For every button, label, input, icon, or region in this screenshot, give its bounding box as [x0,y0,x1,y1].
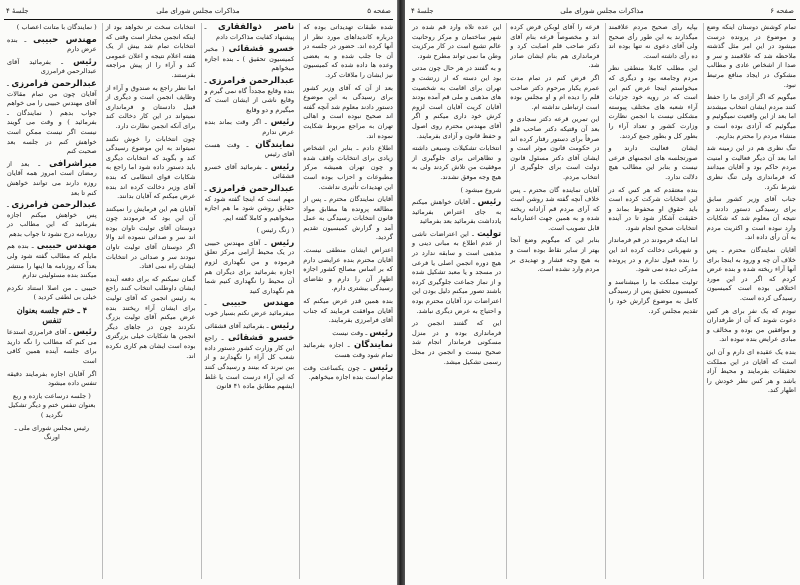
newspaper-page-right [405,0,800,585]
paragraph-text: ـ بفرمائید آقای قشقائی [204,321,269,330]
text-column [299,23,393,579]
speaker-name: مهندس حبیبی [221,298,295,309]
paragraph [7,392,97,421]
speaker-name: رئیس [73,327,97,338]
paragraph-text: ـ بنده وقایع مجدداً گاه نمی گیرم و وقایع ناشی از ایشان است که میگیرم و دو وقایع [204,76,295,114]
paragraph-text: ـ بفرمائید آقای عبدالرحمن فرامرزی [7,57,97,76]
speaker-name: نمایندگان [353,340,393,351]
paragraph [7,242,97,280]
page-header [411,4,794,18]
paragraph [303,144,393,192]
paragraph-text: ۴ ـ ختم جلسه بعنوان تنفس [16,305,87,325]
paragraph-text: بنده یک عقیده ای دارم و آن این است که آقایان در این مملکت تحقیقات بفرمایند و محیط آزاد باشد و هر کس نظر خودش را اظهار کند. [706,348,796,395]
paragraph [7,36,97,55]
speaker-name: تولیت [477,228,502,239]
speaker-name: مهندس حبیبی [36,241,97,252]
text-column [4,23,97,579]
paragraph-text: ـ اگر وقت بماند بنده عرض ندارم [204,118,295,136]
paragraph-text: گمان نمیکنم که برای دفعه آینده ایشان داوطلب انتخاب کنند راجع به رئیس انجمن که آقای تولیت برای ایشان آراء ریختند بنده عرض میکنم آقای تولیت بزرگ نکردند چون در جاهای دیگر انجمن ها شکایات خیلی بزرگتری بوده است ایشان هم کاری نکرده اند. [105,274,196,360]
paragraph [205,45,295,74]
paragraph-text: حبیبی ـ من اصلا استناد نکردم خیلی بی لطفی کردید ) [7,283,97,302]
text-column [605,23,698,579]
paragraph-text: تولیت مملکت ما را میشناسد و کمیسیون تحقیق پس از رسیدگی کامل به موضوع گزارش خود را تقدیم مجلس کرد. [608,277,698,315]
paragraph [7,284,97,303]
text-column [102,23,196,579]
speaker-name: رئیس [270,237,295,248]
paragraph-text: تنگ نظری هم در این زمینه شد اما بعد آن دیگر فعالیت و امنیت مردم حاکم بود و آقایان میدانند که فرمانداری ولی تنگ نظری شرط نکرد. [706,144,796,191]
paragraph-text: بپایه رأی صحیح مردم علاقمند میگذارند به این طور رأی صحیح ولی آقای دعوی نه تنها بوده اند ده رأی داشته است. [608,23,698,60]
newspaper-page-left [0,0,397,585]
text-column [409,23,501,579]
paragraph-text: ( مخبر کمیسیون تحقیق ) ـ بنده اجازه میخواهم [204,45,295,73]
header-rule [4,19,393,20]
paragraph-text: این مطلب کاملا منطقی نظر مردم وجامعه بود و دیگری که میخواستم اینجا عرض کنم این است که در رویه خود جزئیات آراء شعبه های مختلف پیوسته مشکلی نیست با انجمن نظارت وزارت کشور و تعداد آراء را بطور کل و بطور جمع کردند. [608,64,698,140]
paragraph-text: ـ چون یکساعت وقت تمام است بنده اجازه میخواهم. [303,363,393,382]
paragraph-text: چون انتخابات را خوش نکنند نمیتواند به این موضوع رسیدگی کند و بگوید که انتخابات دیگری باید دستور داده شود اما راجع به شکایات قوای انتظامی که بنده آقای وزیر دخالت کرده اند بنده عرض میکنم که آقایان بدانند. [105,134,196,201]
speaker-name: خسرو قشقائی [228,44,295,55]
paragraph-text: اعتراض ایشان منطقی نیست. آقایان محترم بنده عرایضی دارم که بر اساس مصالح کشور اجازه اظهار آن را دارم و تقاضای رسیدگی بیشتری دارم. [303,246,393,293]
paragraph [707,246,796,304]
text-column [703,23,796,579]
paragraph [510,74,599,112]
speaker-name: رئیس [369,327,393,338]
paragraph-text: ـ اجازه بفرمائید تمام شود وقت هست [303,341,393,359]
paragraph-text: بنابر این که میگویم وضع آنجا بهتر از سایر نقاط بوده است و به هیچ وجه فشار و تهدیدی بر مردم وارد نشده است. [510,236,600,274]
speaker-name: رئیس [270,161,295,172]
paragraph [106,275,196,361]
paragraph [303,84,393,142]
paragraph-text: ایشان فعالیت دارند و صورتجلسه های انجمنهای فرعی نیست و بنابر این مطالب هیچ دلالت ندارد. [608,144,698,181]
speaker-name: نمایندگان [255,139,295,150]
speaker-name: رئیس [73,56,97,67]
paragraph-text: این که گفتند انجمن در فرمانداری بوده و در منزل مسکونی فرماندار انجام شد صحیح نیست و انجمن در محل رسمی تشکیل میشد. [412,319,502,366]
paragraph-text: آقایان نماینده گان محترم ـ پس خلاف آنچه گفته شد روشن است که آرای مردم قم آزادانه ریخته شده و به همین جهت اعتبارنامه قابل تصویب است. [510,185,600,232]
paragraph-text: میگویم که اگر آزادی ما را حفظ کنند مردم ایشان انتخاب میشدند اما بعد از این واقعیت نمیگوئیم و میگوئیم که آزادی بوده است و منشاء مردم را محترم بداریم. [706,93,796,140]
paragraph-text: نبودم که یک نفر برای هر کس دعوت شوند که آن از طرفداران و موافقین من بوده و مخالف و مبادی عرایض بنده نبوده اند. [706,306,796,344]
paragraph [303,23,393,81]
speaker-name: رئیس [477,197,502,208]
paragraph [7,80,97,157]
speaker-name: عبدالرحمن فرامرزی [208,75,295,86]
paragraph [412,186,501,196]
paragraph [609,144,698,182]
paragraph [205,163,295,182]
paragraph-text: آقایان هم این فرمایش را نمیکنند آن این بود که فرمودند چون دوستان آقای تولیت تاوان بوده اند سر و صدائی ننموده اند والا اگر دوستان آقای تولیت تاوان نبودند سر و صدائی در انتخابات ایشان راه نمی افتاد. [105,204,196,271]
speaker-name: میراشرافی [49,158,97,169]
paragraph-text: ـ پس خواهش میکنم اجازه بفرمائید که این مطالب در روزنامه درج نشود تا جواب بدهم [7,201,97,238]
speaker-name: عبدالرحمن فرامرزی [208,183,295,194]
speaker-name: رئیس [369,362,393,373]
paragraph-text: ـ آقایان خواهش میکنم به جای اعتراض بفرمائید یادداشت بفرمائید بعد بفرمائید [412,198,502,226]
paragraph-text: بعد از آن که آقای وزیر کشور برای رسیدگی به این موضوع دستور دادند معلوم شد آنچه گفته اند صحیح نبوده است و اهالی تهران به مراجع مربوط شکایت نموده اند. [303,83,393,140]
paragraph-text: ـ بنده عرض دارم [7,35,97,54]
paragraph [412,230,501,316]
text-columns [409,23,796,579]
text-columns [4,23,393,579]
paragraph-text: رئیس مجلس شورای ملی ـ اورنگ [14,423,90,442]
paragraph [205,239,295,297]
paragraph [303,297,393,326]
paragraph [609,278,698,316]
paragraph [707,23,796,90]
paragraph-text: اطلاع دادم ـ بنابر این اشخاص زیادی برای انتخابات واقف شده و چون تهران همیشه مرکز مطبوعات و احزاب بوده است این تهدیدات تأثیری نداشت. [303,144,393,191]
speaker-name: ناصر ذوالفقاری [218,23,295,32]
paragraph-text: ـ آقای فرامرزی استدعا می کنم که مطالب را نگه دارید برای جلسه آینده همین کافی است [7,328,97,365]
paragraph-text: ـ این اعتراضات ناشی از عدم اطلاع به مبانی دینی و مذهبی است و سابقه ندارد در هیچ دوره انجمن اصلی یا فرعی در مسجد و یا معبد تشکیل شده و از نماز جماعت جلوگیری کرده باشند تصور میکنم دلیل بودن این اعتراضات نزد آقایان محترم بوده و احتیاج به عرض دیگری نباشد. [412,229,502,315]
paragraph [412,198,501,227]
paragraph [510,236,599,274]
paragraph [303,341,393,360]
paragraph [303,364,393,383]
paragraph [7,424,97,443]
paragraph-text: ـ بفرمائید آقای خسرو قشقائی [204,162,295,181]
paragraph-text: شروع میشود ) [460,185,502,194]
header-rule [409,19,796,20]
paragraph-text: جناب آقای وزیر کشور سابق برای رسیدگی دستور دادند و نتیجه آن معلوم شد که شکایات وارد نبوده است و اکثریت مردم به آن رأی داده اند. [706,195,796,242]
paragraph [609,186,698,234]
paragraph [205,226,295,236]
paragraph [7,201,97,239]
paragraph-text: اگر آقایان اجازه بفرمایند دقیقه تنفس داده میشود [7,369,97,388]
paragraph [7,370,97,389]
paragraph [707,144,796,192]
paragraph-text: ـ وقت نیست [332,328,368,337]
speaker-name: رئیس [270,320,295,331]
paragraph-text: ( جلسه درساعت یازده و ربع بعنوان تنفس ختم و دیگر تشکیل نگردید ) [8,391,96,419]
paragraph [303,195,393,243]
paragraph [303,246,393,294]
paragraph [707,348,796,396]
paragraph-text: قرعه را آقای لوبکن قرض کرده اند و مخصوصاً قرعه بنام آقای دکتر صاحب قلم اصابت کرد و فرمانداری هم بنام ایشان صادر شد. [510,23,600,70]
paragraph [7,328,97,366]
paragraph [412,23,501,61]
text-column [506,23,599,579]
paragraph-text: انتخابات تشکیلات وسیعی داشته و تظاهراتی برای جلوگیری از موفقیت من تلاش کردند ولی به هیچ وجه موفق نشدند. [412,144,502,181]
paragraph [609,23,698,61]
paragraph [106,23,196,81]
paragraph-text: آقایان نمایندگان محترم ـ پس خلاف آن چه و ورود به اینجا برای آنها آراء ریخته شده و بنده عرض کردم که اگر در این مورد اختلافی بوده است کمیسیون رسیدگی کرده است. [706,246,796,303]
paragraph-text: ـ بنده هم مایلم که مطالب گفته شود ولی بعداً که روزنامه ها اینها را منتشر میکنند بنده مسئولیتی ندارم [7,242,97,280]
paragraph [412,64,501,141]
paragraph [205,77,295,115]
paragraph-text: ـ وقت هست آقای رئیس [204,140,295,159]
paragraph [205,118,295,137]
page-number: صفحه ۵ [367,7,391,15]
paragraph-text: شده طبقات تهدیداتی بوده که درباره کاندیداهای مورد نظر از آنها کرده اند. حضور در جلسه در آن جا جلب شده و به بعضی وعده ها داده شده که کمیسیون نیز ایشان را ملاقات کرد. [303,23,393,79]
session-number: جلسهٔ ۴ [411,7,434,15]
paragraph-text: انتخابات سخت تر نخواهد بود از اینکه انجمن مختار است وقتی که انتخابات تمام شد بیش از یک هفته اعلام نتیجه و اعلان عمومی کند و آراء را از پیش مراجعه بفرستند. [105,23,196,79]
paragraph-text: و به گفتند در هر حال چون مدتی بود این دسته که از زرتشت و تهران برای اقامت به شخصیت های مذهبی و ملی قم آمده بودند آقایان کریت آقایان است لزوم کرش خود داری میکنم و اگر آقای مهندس محترم روی اصول و حفظ قانون و آزادی بفرمایند. [412,64,502,140]
paragraph-text: ـ میفرمائید عرض نکنم بسیار خوب [204,299,295,318]
speaker-name: رئیس [270,117,295,128]
paragraph [7,58,97,77]
paragraph-text: این تمرین قرعه دکتر سجادی و بعد آن وقتیکه دکتر صاحب قلم صرفاً برای دستور رفتار کرده اند در حکومت قانون موثر است و ایشان آقای دکتر مسئول قانون دولت است برای جلوگیری از انتخاب مردم. [510,115,600,181]
speaker-name: خسرو قشقائی [228,333,295,344]
paragraph [707,195,796,243]
paragraph-text: اگر فرض کنم در تمام مدت عمرم یکبار مرحوم دکتر صاحب قلم را دیده ام و او مجلس بوده است ارتباطی نداشته ام. [510,73,600,111]
paragraph [7,160,97,198]
paragraph [7,23,97,33]
page-header [6,4,391,18]
text-column [201,23,295,579]
paragraph-text: ـ بعد از رمضان است امروز همه آقایان روزه دارند می توانند خواهش کنم تا بعد [7,159,97,197]
speaker-name: مهندس حبیبی [33,34,97,45]
paragraph [510,186,599,234]
session-number: جلسهٔ ۴ [6,7,29,15]
paragraph [510,115,599,182]
paragraph [707,307,796,345]
paragraph [205,322,295,332]
page-gutter [397,0,405,585]
paragraph-text: ـ آقایان چون من تمام مقالات آقای مهندس حبیبی را می خواهم جواب بدهم ( نمایندگان ـ بفرمائید ) و وقت می گویند نیست اگر نیست ممکن است خواهش کنم در جلسه بعد صحبت کنم [7,79,97,156]
section-heading [7,306,97,325]
paragraph-text: ( زنگ رئیس ) [256,226,295,235]
paragraph [205,23,295,42]
paragraph [205,299,295,318]
paragraph [412,319,501,367]
publication-title: مذاکرات مجلس شورای ملی [560,7,644,15]
paragraph-text: اما اینکه فرمودند در قم فرماندار و شهربانی دخالت کرده اند این را بنده قبول ندارم و در پرونده مدرکی دیده نمی شود. [608,236,698,274]
paragraph [106,84,196,132]
paragraph [412,144,501,182]
paragraph-text: بنده معتقدم که هر کس که در این انتخابات شرکت کرده است باید حقوق او محفوظ بماند و حقیقت آشکار شود تا در آینده انتخابات صحیح انجام شود. [608,185,698,232]
paragraph [205,334,295,392]
paragraph [510,23,599,71]
paragraph [303,329,393,339]
paragraph [707,93,796,141]
paragraph-text: تمام کوشش دوستان اینکه وضع و موضوع در پرونده درست میشود در این امر مثل گذشته ملاحظه شد که علاقمند و سر و صدا از اشخاص عادی و مطالب مشکوک در ایجاد منافع مرتبط نبود. [706,23,796,89]
paragraph-text: ـ راجع این کار وزارت کشور دستور داده شعب کل آراء را نگهدارند و از بین نبرند که بینند و رسیدگی کنند که این آراء درست است یا غلط ایشهم مطابق ماده ۴۱ قانون [204,334,295,391]
paragraph-text: ( نمایندگان با متانت اعصاب ) [16,23,97,31]
paragraph-text: آقایان نمایندگان محترم ـ پس از مطالعه پرونده ها مطابق مواد قانون انتخابات رسیدگی به عمل آمد و گزارش کمیسیون تقدیم گردید. [303,195,393,242]
paragraph [205,141,295,160]
paragraph-text: اما نظر راجع به صندوق و آراء از وظایف انجمن است و دیگری از قبیل دادستان و فرمانداری نمیتواند در این کار دخالت کند برای آنکه انجمن نظارت دارد. [105,83,196,130]
speaker-name: عبدالرحمن فرامرزی [11,78,97,89]
paragraph-text: ـ مهم است که اینجا گفته شود که حقایق روشن شود ما هم اجازه میخواهیم و کاملا گفته ایم. [204,184,295,222]
paragraph-text: ـ آقای مهندس حبیبی در یک محیط آرامی مرکز تعلق فرموده و من نگهداری لزوم اجازه بفرمائید برای دیگران هم آن محیط را نگهداری کنیم شما هم نگهداری کنید [204,238,295,295]
paragraph-text: ـ پیشنهاد کفایت مذاکرات دادم [204,23,295,41]
paragraph-text: بنده همین قدر عرض میکنم که آقایان موافقت فرمایند که جناب آقای فرامرزی بفرمایند. [303,297,393,325]
paragraph [106,135,196,202]
publication-title: مذاکرات مجلس شورای ملی [156,7,240,15]
paragraph [106,205,196,272]
paragraph-text: این عده تلاه وارد قم شده در شهر ساختمان و مرکز روحانیت عالم تشیع است در کار مرکزیت وطن ما نمی تواند مطرح شود. [412,23,502,60]
paragraph [609,64,698,141]
speaker-name: عبدالرحمن فرامرزی [11,200,97,211]
page-number: صفحه ۶ [770,7,794,15]
paragraph [609,236,698,274]
paragraph [205,185,295,223]
